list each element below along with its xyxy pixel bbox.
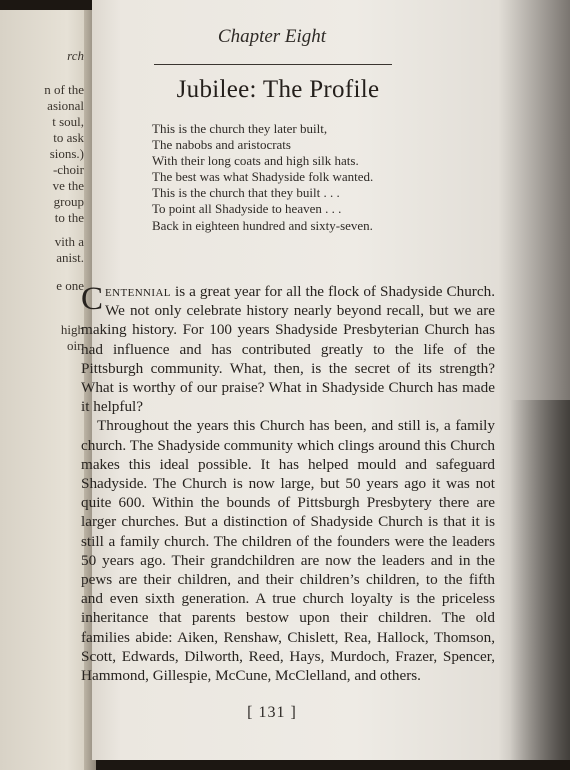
poem-line: The best was what Shadyside folk wanted. <box>152 169 374 185</box>
left-page-fragment: anist. <box>56 250 84 265</box>
left-page-fragment: ve the <box>52 178 84 193</box>
left-page-fragment: group <box>53 194 84 209</box>
poem-line: The nabobs and aristocrats <box>152 137 291 153</box>
left-page-fragment: high <box>60 322 84 337</box>
paragraph-text: is a great year for all the flock of Shadyside Church. We not only celebrate history nearly beyond recall, but we are making history. For 100 years Shadyside Presbyterian Church has had influence and has contributed greatly to the life of the Pittsburgh community. What, then, is the secret of its strength? What is worthy of our praise? What in Shadyside Church has made it helpful? <box>81 283 495 416</box>
poem-line: With their long coats and high silk hats. <box>152 153 359 169</box>
left-page-fragment: vith a <box>54 234 84 249</box>
left-page-fragment: n of the <box>44 82 84 97</box>
body-text <box>81 282 495 685</box>
left-page-fragment: to ask <box>53 130 84 145</box>
paragraph <box>81 282 495 416</box>
left-page-fragment: e one <box>56 278 84 293</box>
poem-line: This is the church that they built . . . <box>152 185 340 201</box>
drop-cap: C <box>81 281 104 317</box>
left-page-fragment: sions.) <box>49 146 84 161</box>
left-page-fragment: oir. <box>67 338 84 353</box>
left-page-fragment: t soul, <box>52 114 84 129</box>
poem-line: This is the church they later built, <box>152 121 328 136</box>
header-rule <box>154 64 392 65</box>
paragraph: Throughout the years this Church has been, and still is, a family church. The Shadyside community which clings around this Church makes this ideal possible. It has helped mould and safeguard Shadyside. The Church is now large, but 50 years ago it was not quite 600. Within the bounds of Pittsburgh Presbytery there are larger churches. But a distinction of Shadyside Church is that it is still a family church. The children of the founders were the leaders 50 years ago. Their grandchildren are now the leaders and in the pews are their children, and their children’s children, to the fifth and even sixth generation. A true church loyalty is the priceless inheritance that parents bestow upon their children. The old families abide: Aiken, Renshaw, Chislett, Rea, Hallock, Thomson, Scott, Edwards, Dilworth, Reed, Hays, Murdoch, Frazer, Spencer, Hammond, Gillespie, McCune, McClelland, and others. <box>81 417 495 685</box>
page-number: [ 131 ] <box>247 704 297 721</box>
opening-smallcaps: entennial <box>105 283 171 300</box>
running-head: Chapter Eight <box>217 26 327 47</box>
left-page-fragment: asional <box>47 98 84 113</box>
left-page-fragment: -choir <box>52 162 84 177</box>
poem-line: To point all Shadyside to heaven . . . <box>152 201 342 217</box>
right-page <box>81 0 570 760</box>
poem-line: Back in eighteen hundred and sixty-seven. <box>152 217 373 233</box>
chapter-title: Jubilee: The Profile <box>176 76 380 103</box>
left-page-fragment: rch <box>67 48 84 63</box>
left-page-fragment: to the <box>54 210 84 225</box>
epigraph-poem <box>152 121 373 234</box>
hand-shadow <box>510 400 570 760</box>
